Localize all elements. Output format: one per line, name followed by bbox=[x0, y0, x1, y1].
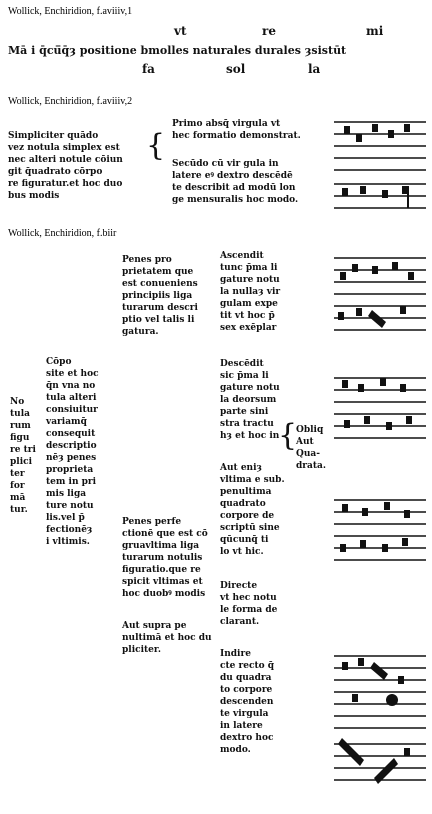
caption-aviiiv-2: Wollick, Enchiridion, f.aviiiv,2 bbox=[8, 96, 133, 107]
penes-proprietatem-text: Penes pro prietatem que est conueniens principiis liga turarum descri ptio vel talis li gatura. bbox=[122, 255, 198, 337]
descendit-text: Descēdit sic p̄ma li gature notu la deorsum parte sini stra tractu hȝ et hoc in bbox=[220, 359, 280, 441]
brace-icon: { bbox=[146, 128, 166, 163]
syllable-vt: vt bbox=[174, 24, 187, 38]
music-staff-example-5 bbox=[334, 648, 426, 808]
indirecte-text: Indire cte recto q̄ du quadra to corpore descenden te virgula in latere dextro hoc modo. bbox=[220, 649, 275, 755]
ascendit-text: Ascendit tunc p̄ma li gature notu la nullaȝ vir gulam expe tit vt hoc p̄ sex exēplar bbox=[220, 251, 281, 333]
secundo-text: Secūdo cū vir gula in latere eꝰ dextro descēdē te describit ad modū lon ge mensuralis hoc modo. bbox=[172, 159, 299, 205]
simpliciter-text: Simpliciter quādo vez notula simplex est nec alteri notule cōiun git q̄uadrato cōrpo re figuratur.et hoc duo bus modis bbox=[8, 131, 123, 201]
composite-text: Cōpo site et hoc q̄n vna no tula alteri consiuitur variamq̄ consequit descriptio nēȝ penes proprieta tem in pri mis liga ture notu lis.vel p̄ fectionēȝ i vltimis. bbox=[46, 357, 99, 547]
caption-biir: Wollick, Enchiridion, f.biir bbox=[8, 228, 117, 239]
aut-supra-text: Aut supra pe nultimā et hoc du pliciter. bbox=[122, 621, 212, 655]
directe-text: Directe vt hec notu le forma de clarant. bbox=[220, 581, 278, 627]
music-staff-example-2 bbox=[334, 248, 426, 342]
penes-perfectionem-text: Penes perfe ctionē que est cō gruavltima liga turarum notulis figuratio.que re spicit vltimas et hoc duobꝰ modis bbox=[122, 517, 208, 599]
syllable-la: la bbox=[308, 62, 321, 76]
solmization-line: Mā i q̄cū̄q̄ȝ positione bmolles naturales durales ȝsistūt bbox=[8, 44, 347, 57]
music-staff-example-4 bbox=[334, 492, 426, 572]
caption-aviiiv-1: Wollick, Enchiridion, f.aviiiv,1 bbox=[8, 6, 133, 17]
aut-enim-text: Aut eniȝ vltima e sub. penultima quadrato corpore de scriptū sine qūcunq̄ ti lo vt hic. bbox=[220, 463, 285, 557]
primo-text: Primo absq̄ virgula vt hec formatio demonstrat. bbox=[172, 119, 301, 141]
syllable-fa: fa bbox=[142, 62, 155, 76]
syllable-re: re bbox=[262, 24, 276, 38]
music-staff-example-1 bbox=[334, 108, 426, 220]
notularum-side-text: No tula rum figu re tri plici ter for mā tur. bbox=[10, 397, 36, 515]
brace-obliq-icon: { bbox=[278, 418, 298, 453]
syllable-mi: mi bbox=[366, 24, 384, 38]
music-staff-example-3 bbox=[334, 370, 426, 450]
obliq-aut-quadrata-text: Obliq Aut Qua- drata. bbox=[296, 425, 326, 471]
syllable-sol: sol bbox=[226, 62, 246, 76]
